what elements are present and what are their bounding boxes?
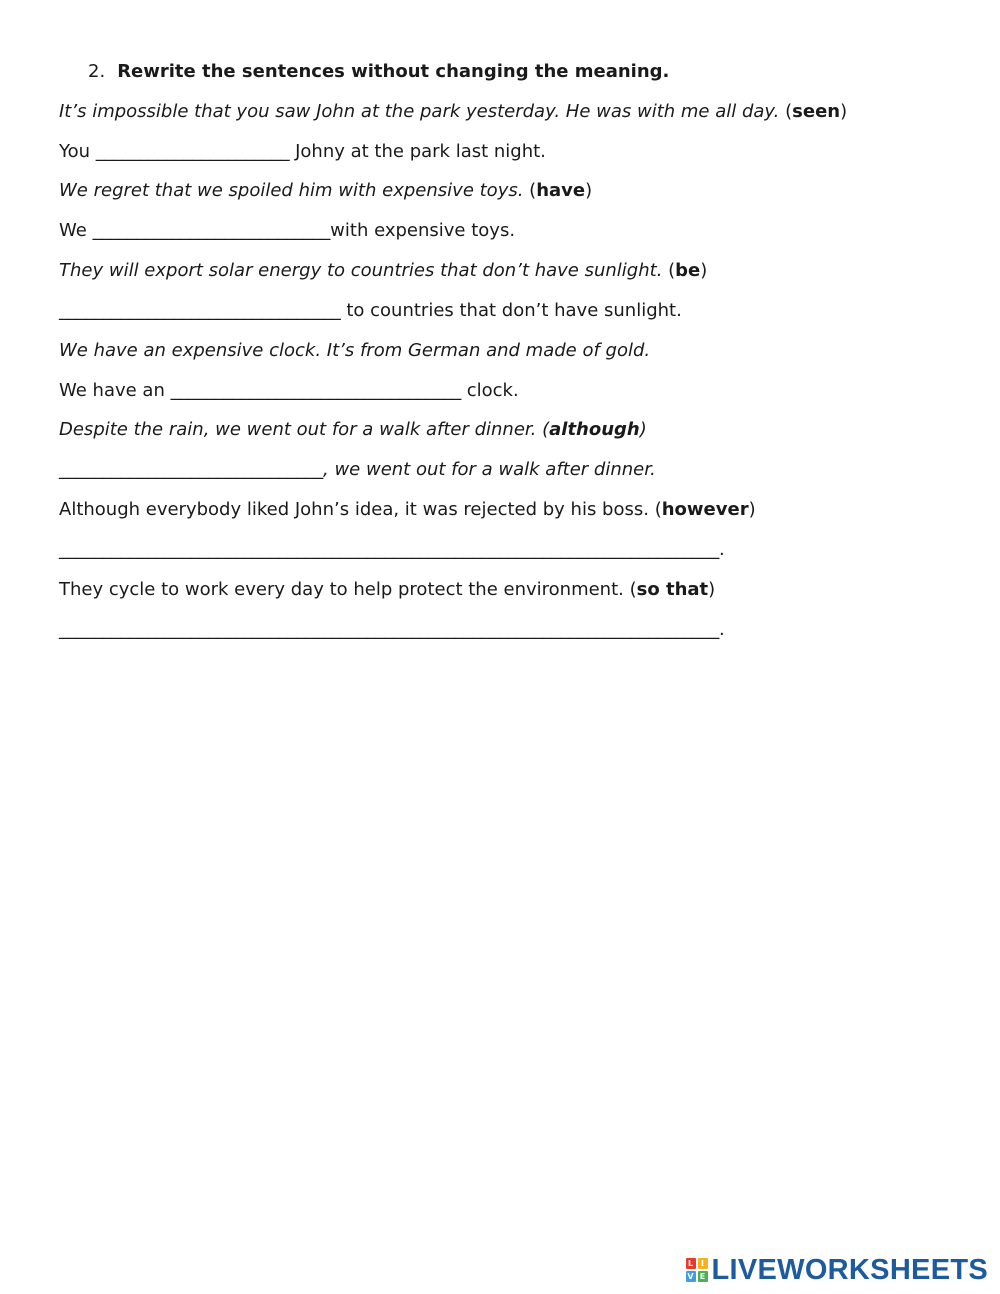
keyword-7: so that xyxy=(636,579,709,600)
question-5-answer: ______________________________, we went out for a walk after dinner. xyxy=(59,459,656,480)
exercise-number: 2. xyxy=(88,61,106,82)
question-4-prompt: We have an expensive clock. It’s from German and made of gold. xyxy=(59,340,651,361)
question-1-answer: You ______________________ Johny at the park last night. xyxy=(59,141,546,162)
question-3-answer: ________________________________ to countries that don’t have sunlight. xyxy=(59,300,682,321)
keyword-1: seen xyxy=(792,101,841,122)
question-6-prompt: Although everybody liked John’s idea, it was rejected by his boss. (however) xyxy=(59,499,756,520)
question-2-prompt: We regret that we spoiled him with expensive toys. (have) xyxy=(59,180,593,201)
question-3-prompt: They will export solar energy to countries that don’t have sunlight. (be) xyxy=(59,260,708,281)
answer-blank-7[interactable]: ___________________________________________________________________________ xyxy=(59,619,720,640)
question-7-answer: ___________________________________________________________________________. xyxy=(59,619,725,640)
liveworksheets-logo-text: LIVEWORKSHEETS xyxy=(711,1253,988,1286)
question-1-prompt: It’s impossible that you saw John at the park yesterday. He was with me all day. (seen) xyxy=(59,101,848,122)
answer-blank-5[interactable]: ______________________________ xyxy=(59,459,324,480)
question-7-prompt: They cycle to work every day to help protect the environment. (so that) xyxy=(59,579,716,600)
liveworksheets-logo xyxy=(686,1254,989,1286)
answer-blank-3[interactable]: ________________________________ xyxy=(59,300,341,321)
exercise-heading xyxy=(88,60,669,84)
answer-blank-2[interactable]: ___________________________ xyxy=(92,220,331,241)
question-5-prompt: Despite the rain, we went out for a walk after dinner. (although) xyxy=(59,419,647,440)
keyword-6: however xyxy=(661,499,749,520)
exercise-title: Rewrite the sentences without changing the meaning. xyxy=(117,61,670,82)
keyword-3: be xyxy=(675,260,701,281)
question-2-answer: We ___________________________with expensive toys. xyxy=(59,220,516,241)
keyword-2: have xyxy=(536,180,586,201)
liveworksheets-logo-icon: L I V E xyxy=(686,1258,708,1282)
answer-blank-6[interactable]: ___________________________________________________________________________ xyxy=(59,539,720,560)
answer-blank-1[interactable]: ______________________ xyxy=(95,141,290,162)
answer-blank-4[interactable]: _________________________________ xyxy=(170,380,462,401)
question-6-answer: ___________________________________________________________________________. xyxy=(59,539,725,560)
question-4-answer: We have an _________________________________ clock. xyxy=(59,380,519,401)
keyword-5: although xyxy=(549,419,640,440)
